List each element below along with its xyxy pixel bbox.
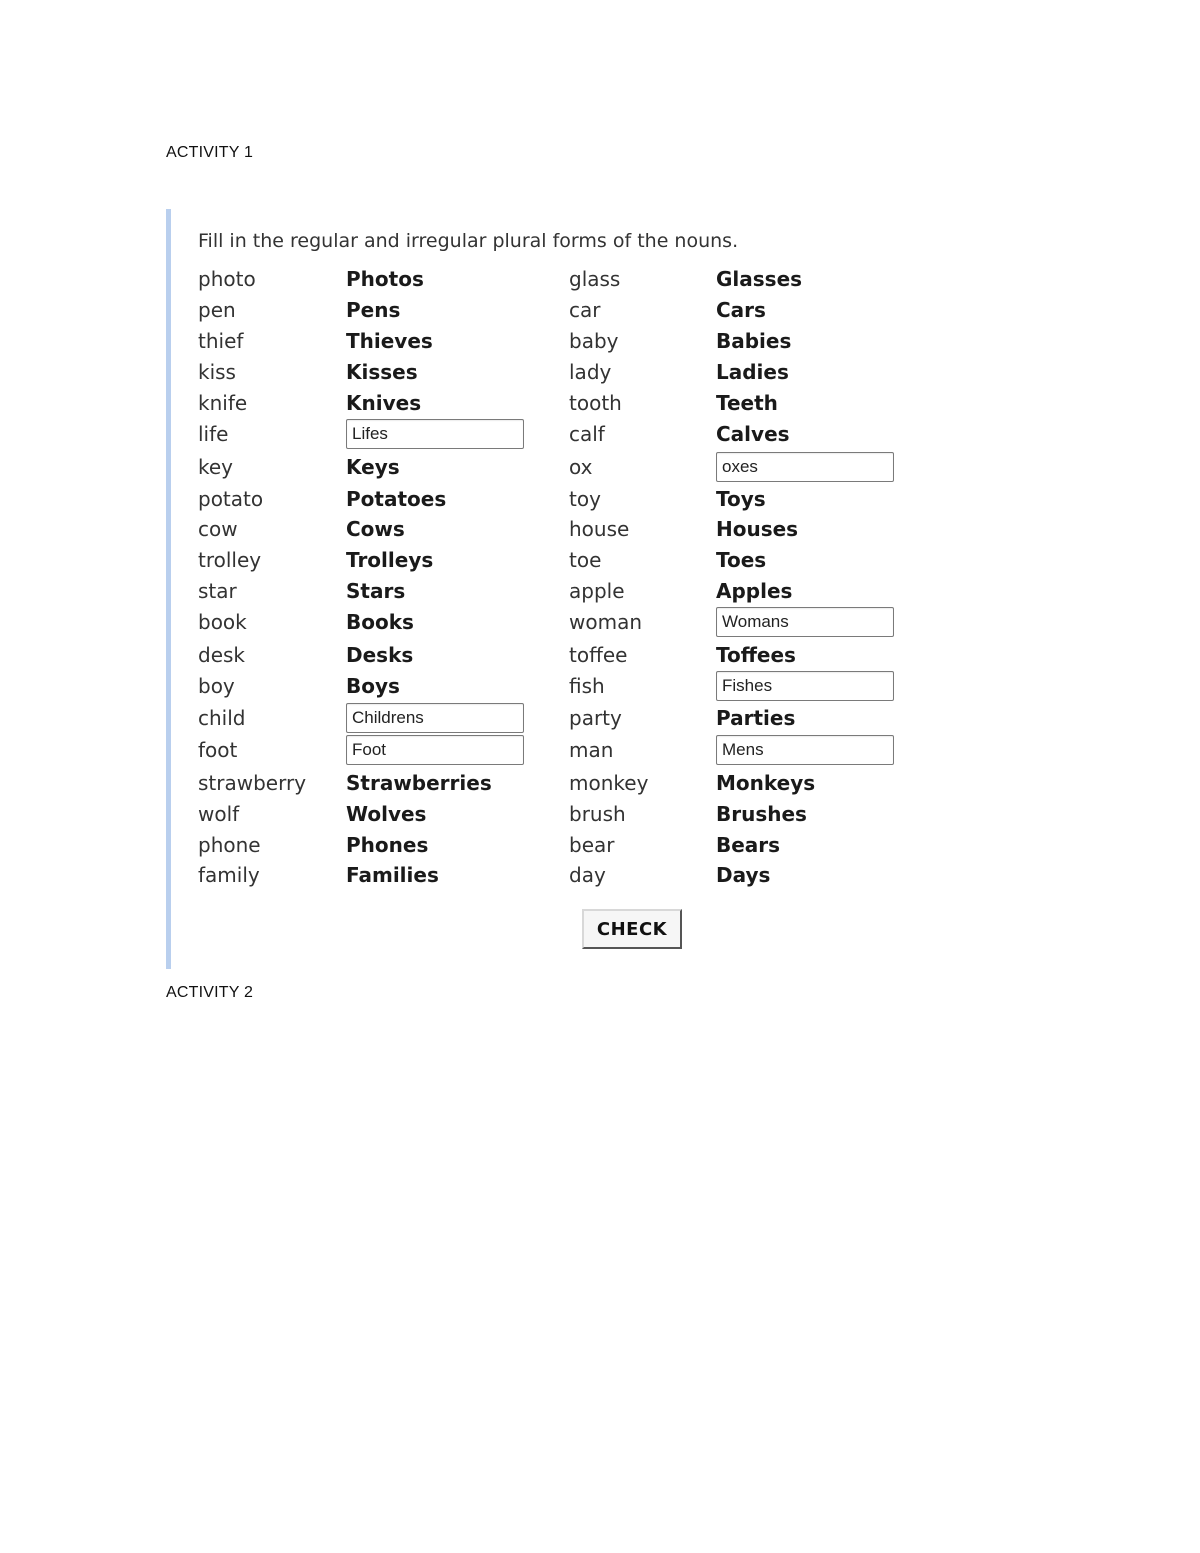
noun-photo: photo — [198, 267, 256, 291]
noun-glass: glass — [569, 267, 621, 291]
noun-baby: baby — [569, 329, 619, 353]
noun-house: house — [569, 517, 630, 541]
noun-toe: toe — [569, 548, 602, 572]
noun-toy: toy — [569, 487, 601, 511]
noun-child: child — [198, 706, 246, 730]
plural-key: Keys — [346, 455, 400, 479]
plural-toy: Toys — [716, 487, 766, 511]
noun-tooth: tooth — [569, 391, 622, 415]
noun-toffee: toffee — [569, 643, 628, 667]
noun-ox: ox — [569, 455, 593, 479]
plural-glass: Glasses — [716, 267, 803, 291]
noun-foot: foot — [198, 738, 238, 762]
plural-input-ox[interactable] — [716, 452, 894, 482]
plural-thief: Thieves — [346, 329, 433, 353]
plural-input-man[interactable] — [716, 735, 894, 765]
plural-brush: Brushes — [716, 802, 807, 826]
plural-tooth: Teeth — [716, 391, 778, 415]
plural-star: Stars — [346, 579, 406, 603]
plural-input-foot[interactable] — [346, 735, 524, 765]
plural-family: Families — [346, 863, 439, 887]
plural-book: Books — [346, 610, 414, 634]
plural-toe: Toes — [716, 548, 767, 572]
plural-party: Parties — [716, 706, 796, 730]
noun-book: book — [198, 610, 247, 634]
noun-brush: brush — [569, 802, 626, 826]
noun-fish: fish — [569, 674, 605, 698]
noun-calf: calf — [569, 422, 605, 446]
plural-input-woman[interactable] — [716, 607, 894, 637]
noun-phone: phone — [198, 833, 261, 857]
noun-strawberry: strawberry — [198, 771, 307, 795]
noun-potato: potato — [198, 487, 264, 511]
exercise-panel — [166, 209, 926, 969]
plural-bear: Bears — [716, 833, 781, 857]
noun-boy: boy — [198, 674, 235, 698]
plural-input-life[interactable] — [346, 419, 524, 449]
noun-party: party — [569, 706, 622, 730]
plural-pen: Pens — [346, 298, 401, 322]
plural-strawberry: Strawberries — [346, 771, 492, 795]
noun-cow: cow — [198, 517, 238, 541]
plural-desk: Desks — [346, 643, 414, 667]
noun-apple: apple — [569, 579, 625, 603]
noun-kiss: kiss — [198, 360, 236, 384]
noun-wolf: wolf — [198, 802, 240, 826]
noun-day: day — [569, 863, 606, 887]
plural-house: Houses — [716, 517, 799, 541]
activity-1-heading: ACTIVITY 1 — [166, 144, 254, 161]
plural-boy: Boys — [346, 674, 400, 698]
plural-cow: Cows — [346, 517, 405, 541]
plural-input-child[interactable] — [346, 703, 524, 733]
plural-knife: Knives — [346, 391, 422, 415]
noun-desk: desk — [198, 643, 246, 667]
plural-kiss: Kisses — [346, 360, 418, 384]
plural-phone: Phones — [346, 833, 429, 857]
plural-photo: Photos — [346, 267, 424, 291]
activity-2-heading: ACTIVITY 2 — [166, 984, 254, 1001]
noun-pen: pen — [198, 298, 236, 322]
noun-bear: bear — [569, 833, 615, 857]
noun-thief: thief — [198, 329, 244, 353]
noun-trolley: trolley — [198, 548, 262, 572]
noun-key: key — [198, 455, 234, 479]
noun-life: life — [198, 422, 229, 446]
noun-woman: woman — [569, 610, 643, 634]
instruction-text: Fill in the regular and irregular plural forms of the nouns. — [198, 230, 739, 252]
noun-car: car — [569, 298, 601, 322]
noun-family: family — [198, 863, 260, 887]
plural-trolley: Trolleys — [346, 548, 434, 572]
word-grid — [171, 209, 926, 969]
plural-input-fish[interactable] — [716, 671, 894, 701]
plural-calf: Calves — [716, 422, 790, 446]
plural-baby: Babies — [716, 329, 792, 353]
plural-wolf: Wolves — [346, 802, 427, 826]
noun-star: star — [198, 579, 237, 603]
plural-potato: Potatoes — [346, 487, 447, 511]
plural-apple: Apples — [716, 579, 793, 603]
noun-knife: knife — [198, 391, 248, 415]
plural-day: Days — [716, 863, 771, 887]
plural-toffee: Toffees — [716, 643, 796, 667]
noun-monkey: monkey — [569, 771, 649, 795]
plural-car: Cars — [716, 298, 766, 322]
check-button[interactable]: CHECK — [582, 909, 682, 949]
noun-lady: lady — [569, 360, 612, 384]
plural-monkey: Monkeys — [716, 771, 816, 795]
plural-lady: Ladies — [716, 360, 789, 384]
noun-man: man — [569, 738, 614, 762]
